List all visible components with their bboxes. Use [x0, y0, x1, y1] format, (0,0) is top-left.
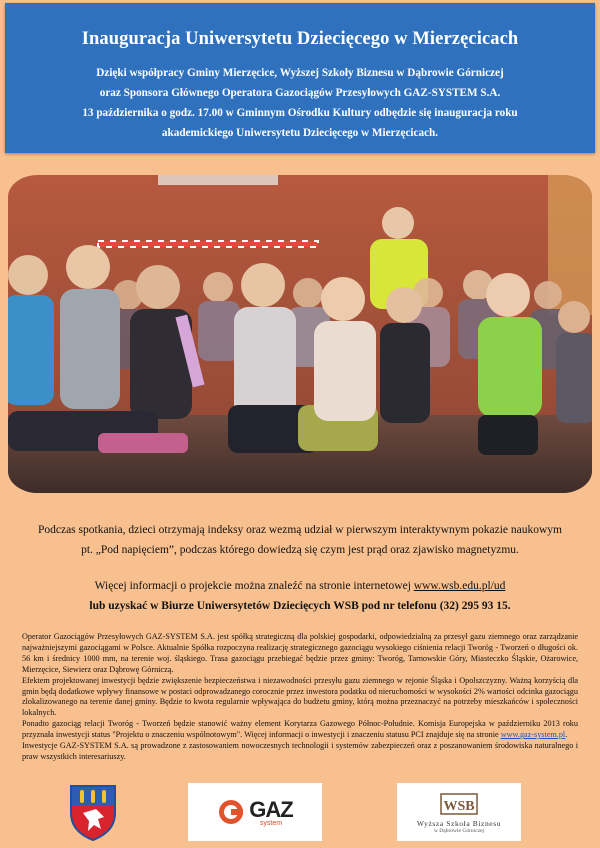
event-description: [20, 520, 580, 560]
photo-illustration: [8, 175, 592, 493]
event-line-2: pt. „Pod napięciem”, podczas którego dowiedzą się czym jest prąd oraz zjawisko magnetyzmu.: [81, 544, 519, 556]
header-line-2: oraz Sponsora Głównego Operatora Gazociągów Przesyłowych GAZ-SYSTEM S.A.: [99, 87, 501, 99]
gaz-flame-icon: [217, 798, 245, 826]
wsb-logo: [397, 783, 521, 841]
event-line-1: Podczas spotkania, dzieci otrzymają indeksy oraz wezmą udział w pierwszym interaktywnym pokazie naukowym: [37, 524, 563, 536]
page-title: Inauguracja Uniwersytetu Dziecięcego w Mierzęcicach: [81, 29, 519, 49]
header-banner: [5, 3, 595, 153]
info-paragraph-3-end: .: [565, 730, 568, 740]
phone-line: lub uzyskać w Biurze Uniwersytetów Dziecięcych WSB pod nr telefonu (32) 295 93 15.: [89, 600, 511, 612]
wsb-mark-icon: [439, 791, 479, 817]
info-text: Więcej informacji o projekcie można znaleźć na stronie internetowej: [94, 580, 414, 592]
gaz-system-link[interactable]: www.gaz-system.pl: [500, 730, 566, 740]
gaz-logo-word: GAZ: [249, 797, 293, 822]
info-line: [20, 576, 580, 596]
gaz-logo-sub: system: [259, 820, 283, 827]
info-paragraph-3: [22, 719, 578, 741]
info-paragraph-1: Operator Gazociągów Przesyłowych GAZ-SYSTEM S.A. jest spółką strategiczną dla polskiej gospodarki, odpowiedzialną za przesył gazu ziemnego oraz zarządzanie najważniejszymi gazociągami w Polsce. Aktualnie Spółka rozpoczyna realizację strategicznego gazociągu wysokiego ciśnienia relacji Tworóg - Tworzeń o długości ok. 56 km i średnicy 1000 mm, na terenie woj. śląskiego. Trasa gazociągu przebiegać będzie przez gminy: Tworóg, Tarnowskie Góry, Miasteczko Śląskie, Ożarowice, Mierzęcice, Siewierz oraz Dąbrowę Górniczą.: [22, 632, 578, 674]
info-paragraph-2: Efektem projektowanej inwestycji będzie zwiększenie bezpieczeństwa i niezawodności przesyłu gazu ziemnego w rejonie Śląska i Opolszczyzny. Ważną korzyścią dla gmin będą dodatkowe wpływy finansowe w postaci odprowadzanego corocznie przez inwestora podatku od nieruchomości w wysokości 2% wartości odcinka gazociągu zlokalizowanego na terenie danej gminy. Będzie to kwota regularnie wpływająca do budżetu gminy, którą można przeznaczyć na potrzeby mieszkańców i społeczności lokalnych.: [22, 675, 578, 718]
info-paragraph-3-text: Ponadto gazociąg relacji Tworóg - Tworzeń będzie stanowić ważny element Korytarza Gazowego Północ-Południe. Komisja Europejska w październiku 2013 roku przyznała inwestycji status "Projektu o znaczeniu wspólnotowym". Więcej informacji o inwestycji i znaczeniu statusu PCI znajduje się na stronie: [22, 719, 578, 740]
contact-info: [20, 576, 580, 616]
gaz-system-info: [22, 632, 578, 763]
wsb-city: w Dąbrowie Górniczej: [433, 827, 485, 834]
header-line-1: Dzięki współpracy Gminy Mierzęcice, Wyższej Szkoły Biznesu w Dąbrowie Górniczej: [96, 67, 504, 79]
header-subtitle: [5, 63, 595, 143]
wsb-mark-text: WSB: [443, 798, 475, 814]
crest-icon: [68, 783, 118, 841]
children-classroom-photo: [8, 175, 592, 493]
wsb-name: Wyższa Szkoła Biznesu: [416, 818, 502, 828]
gaz-system-logo: [188, 783, 322, 841]
info-paragraph-4: Inwestycje GAZ-SYSTEM S.A. są prowadzone z zastosowaniem nowoczesnych technologii i systemów zabezpieczeń oraz z poszanowaniem środowiska naturalnego i praw wszystkich interesariuszy.: [22, 741, 578, 761]
header-line-4: akademickiego Uniwersytetu Dziecięcego w Mierzęcicach.: [161, 127, 439, 139]
mierzecice-crest-logo: [66, 783, 120, 841]
wsb-website-link[interactable]: www.wsb.edu.pl/ud: [413, 580, 506, 592]
header-line-3: 13 października o godz. 17.00 w Gminnym Ośrodku Kultury odbędzie się inauguracja roku: [82, 107, 518, 119]
